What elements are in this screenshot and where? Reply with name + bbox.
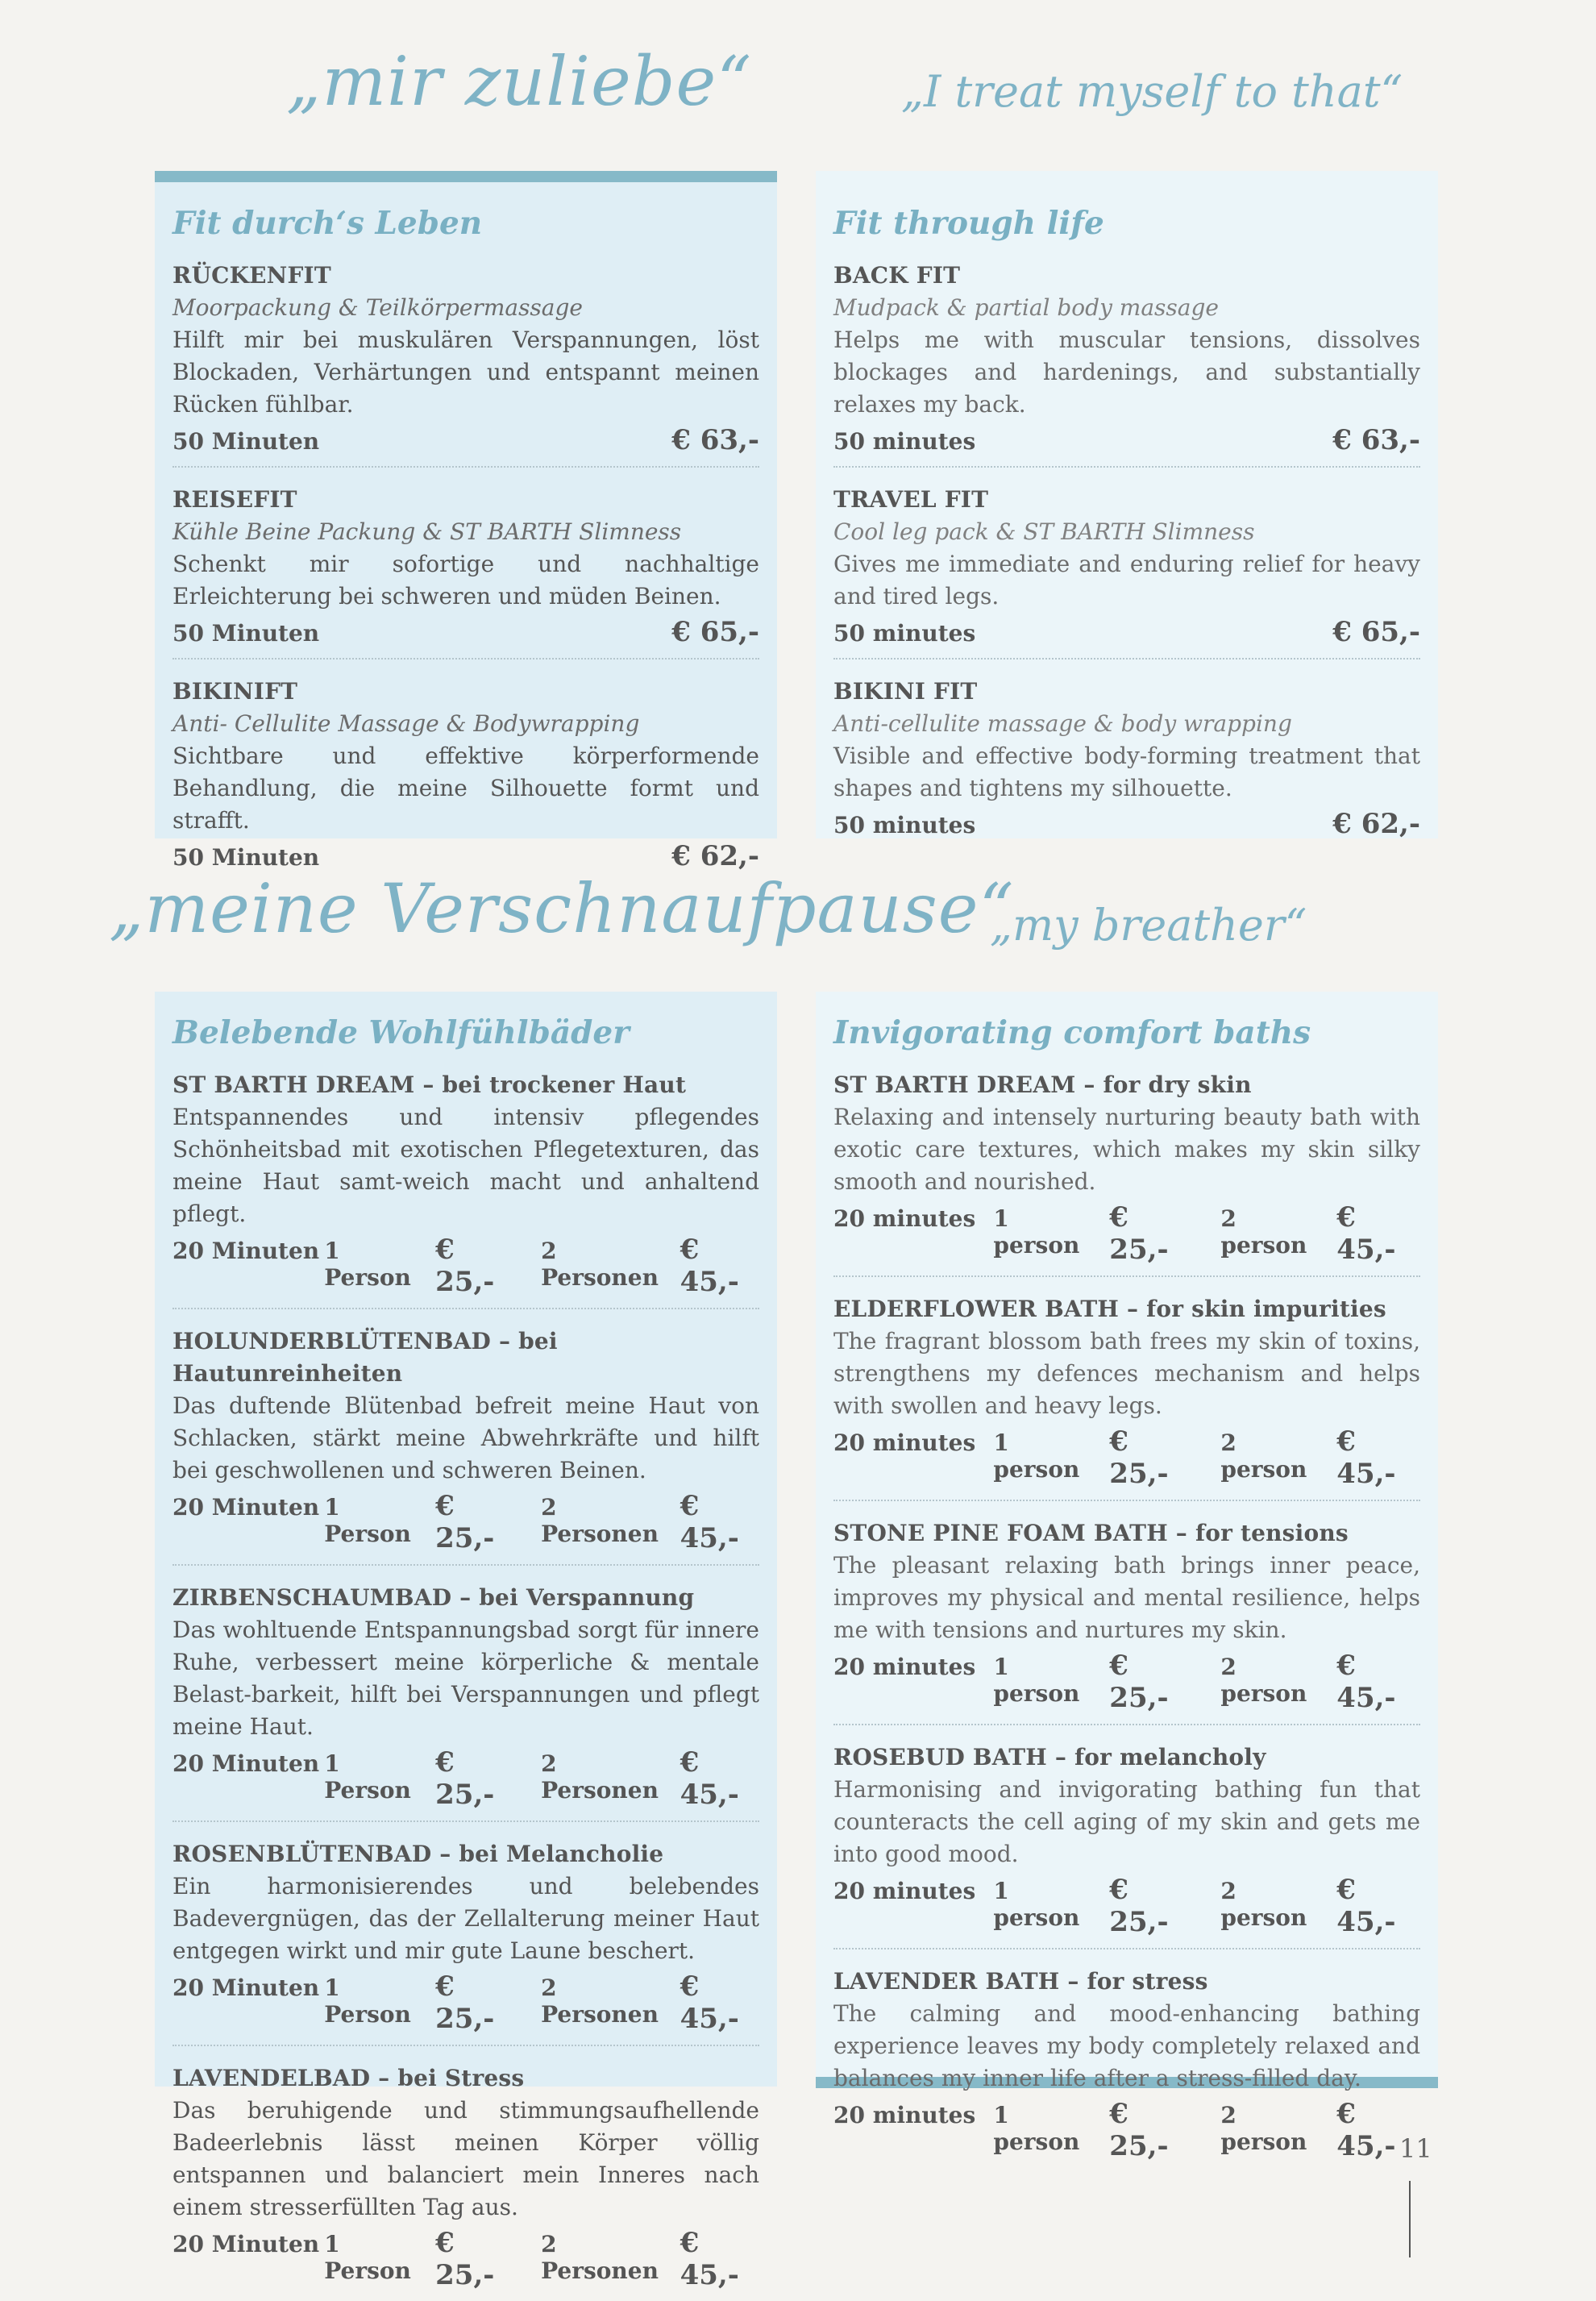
treatment-description: Hilft mir bei muskulären Verspannungen, löst Blockaden, Verhärtungen und entspannt meinen Rücken fühlbar. — [172, 327, 759, 418]
one-person-label: 1 Person — [324, 1750, 411, 1804]
list-item — [833, 1966, 1420, 2172]
list-item — [833, 484, 1420, 660]
panel-title: Invigorating comfort baths — [833, 1014, 1311, 1051]
panel-title: Fit through life — [833, 205, 1104, 242]
duration: 20 Minuten — [172, 1238, 320, 1264]
price: € 63,- — [671, 424, 759, 456]
two-person-price: € 45,- — [680, 1970, 739, 2035]
one-person-label: 1 Person — [324, 2231, 411, 2284]
duration: 50 minutes — [833, 812, 976, 838]
duration: 50 minutes — [833, 428, 976, 455]
one-person-price: € 25,- — [435, 2227, 495, 2291]
two-person-label: 2 person — [1220, 1654, 1307, 1707]
bath-description: The calming and mood-enhancing bathing experience leaves my body completely relaxed and balances my inner life after a stress-filled day. — [833, 2000, 1420, 2091]
price: € 65,- — [1332, 616, 1420, 648]
two-person-price: € 45,- — [1336, 1650, 1396, 1714]
treatment-name: TRAVEL FIT — [833, 486, 989, 513]
price: € 62,- — [1332, 808, 1420, 840]
two-person-label: 2 person — [1220, 2102, 1307, 2155]
list-item — [172, 1325, 759, 1566]
duration: 20 minutes — [833, 2102, 976, 2128]
one-person-price: € 25,- — [435, 1234, 495, 1298]
treatment-name: BIKINI FIT — [833, 678, 978, 705]
bath-description: The fragrant blossom bath frees my skin of toxins, strengthens my defences mechanism and helps with swollen and heavy legs. — [833, 1328, 1420, 1419]
one-person-label: 1 person — [993, 2102, 1080, 2155]
bath-name: STONE PINE FOAM BATH – for tensions — [833, 1520, 1349, 1546]
duration: 50 Minuten — [172, 428, 320, 455]
fit-panel-en — [816, 171, 1438, 838]
page-divider-line — [1409, 2181, 1411, 2257]
bath-description: The pleasant relaxing bath brings inner peace, improves my physical and mental resilience, helps me with tensions and nurtures my skin. — [833, 1552, 1420, 1643]
list-item — [833, 676, 1420, 850]
heading-verschnaufpause: „meine Verschnaufpause“ — [109, 869, 1015, 948]
treatment-description: Helps me with muscular tensions, dissolves blockages and hardenings, and substantially relaxes my back. — [833, 327, 1420, 418]
two-person-label: 2 person — [1220, 1205, 1307, 1259]
treatment-name: REISEFIT — [172, 486, 297, 513]
two-person-label: 2 Personen — [541, 2231, 659, 2284]
treatment-description: Schenkt mir sofortige und nachhaltige Erleichterung bei schweren und müden Beinen. — [172, 551, 759, 610]
treatment-subtitle: Moorpackung & Teilkörpermassage — [172, 294, 583, 321]
bath-description: Entspannendes und intensiv pflegendes Schönheitsbad mit exotischen Pflegetexturen, das meine Haut samt-weich macht und anhaltend pflegt. — [172, 1104, 759, 1227]
treatment-subtitle: Kühle Beine Packung & ST BARTH Slimness — [172, 518, 682, 545]
one-person-label: 1 Person — [324, 1974, 411, 2028]
heading-mir-zuliebe: „mir zuliebe“ — [286, 42, 753, 121]
one-person-label: 1 Person — [324, 1238, 411, 1291]
one-person-label: 1 Person — [324, 1494, 411, 1547]
treatment-subtitle: Cool leg pack & ST BARTH Slimness — [833, 518, 1255, 545]
one-person-label: 1 person — [993, 1429, 1080, 1483]
bath-name: ELDERFLOWER BATH – for skin impurities — [833, 1296, 1386, 1322]
price: € 62,- — [671, 840, 759, 872]
list-item — [172, 1582, 759, 1822]
list-item — [172, 2062, 759, 2301]
two-person-label: 2 person — [1220, 1878, 1307, 1931]
treatment-description: Sichtbare und effektive körperformende Behandlung, die meine Silhouette formt und strafft. — [172, 743, 759, 834]
bath-name: ST BARTH DREAM – bei trockener Haut — [172, 1071, 687, 1098]
one-person-price: € 25,- — [1109, 1425, 1169, 1490]
list-item — [833, 1741, 1420, 1949]
one-person-price: € 25,- — [435, 1746, 495, 1811]
one-person-price: € 25,- — [1109, 1201, 1169, 1266]
baths-panel-de — [155, 992, 777, 2291]
two-person-price: € 45,- — [1336, 1201, 1396, 1266]
price: € 63,- — [1332, 424, 1420, 456]
one-person-label: 1 person — [993, 1878, 1080, 1931]
treatment-description: Gives me immediate and enduring relief for heavy and tired legs. — [833, 551, 1420, 610]
list-item — [172, 1069, 759, 1309]
bath-name: HOLUNDERBLÜTENBAD – bei Hautunreinheiten — [172, 1328, 558, 1387]
two-person-label: 2 Personen — [541, 1750, 659, 1804]
duration: 20 minutes — [833, 1429, 976, 1456]
two-person-price: € 45,- — [680, 1234, 739, 1298]
bath-description: Das duftende Blütenbad befreit meine Haut von Schlacken, stärkt meine Abwehrkräfte und hilft bei geschwollenen und schweren Beinen. — [172, 1392, 759, 1483]
one-person-price: € 25,- — [1109, 1650, 1169, 1714]
two-person-label: 2 Personen — [541, 1238, 659, 1291]
bath-name: ST BARTH DREAM – for dry skin — [833, 1071, 1252, 1098]
treatment-subtitle: Anti- Cellulite Massage & Bodywrapping — [172, 710, 640, 737]
two-person-label: 2 person — [1220, 1429, 1307, 1483]
treatment-name: BACK FIT — [833, 262, 961, 289]
price: € 65,- — [671, 616, 759, 648]
duration: 20 minutes — [833, 1205, 976, 1232]
list-item — [833, 1517, 1420, 1725]
two-person-price: € 45,- — [680, 2227, 739, 2291]
bath-description: Harmonising and invigorating bathing fun that counteracts the cell aging of my skin and gets me into good mood. — [833, 1776, 1420, 1867]
duration: 50 Minuten — [172, 844, 320, 871]
one-person-label: 1 person — [993, 1205, 1080, 1259]
bath-name: ZIRBENSCHAUMBAD – bei Verspannung — [172, 1584, 695, 1611]
duration: 20 Minuten — [172, 1974, 320, 2001]
bath-name: ROSEBUD BATH – for melancholy — [833, 1744, 1266, 1770]
treatment-subtitle: Mudpack & partial body massage — [833, 294, 1219, 321]
fit-panel-de — [155, 171, 777, 872]
list-item — [172, 484, 759, 660]
treatment-name: BIKINIFT — [172, 678, 298, 705]
duration: 20 Minuten — [172, 2231, 320, 2257]
two-person-label: 2 Personen — [541, 1974, 659, 2028]
duration: 50 minutes — [833, 620, 976, 647]
list-item — [833, 260, 1420, 468]
one-person-price: € 25,- — [435, 1490, 495, 1554]
heading-treat-myself: „I treat myself to that“ — [901, 66, 1403, 117]
heading-my-breather: „my breather“ — [990, 900, 1307, 951]
page-number: 11 — [1399, 2133, 1432, 2164]
list-item — [172, 676, 759, 882]
panel-title: Belebende Wohlfühlbäder — [172, 1014, 630, 1051]
treatment-subtitle: Anti-cellulite massage & body wrapping — [833, 710, 1292, 737]
bath-description: Das beruhigende und stimmungsaufhellende Badeerlebnis lässt meinen Körper völlig entspannen und balanciert mein Inneres nach einem stresserfüllten Tag aus. — [172, 2097, 759, 2220]
one-person-price: € 25,- — [435, 1970, 495, 2035]
list-item — [172, 1838, 759, 2046]
duration: 20 minutes — [833, 1654, 976, 1680]
bath-description: Das wohltuende Entspannungsbad sorgt für innere Ruhe, verbessert meine körperliche & mentale Belast-barkeit, hilft bei Verspannungen und pflegt meine Haut. — [172, 1617, 759, 1740]
bath-description: Relaxing and intensely nurturing beauty bath with exotic care textures, which makes my skin silky smooth and nourished. — [833, 1104, 1420, 1195]
duration: 20 minutes — [833, 1878, 976, 1904]
two-person-price: € 45,- — [1336, 1874, 1396, 1938]
bath-name: LAVENDELBAD – bei Stress — [172, 2065, 525, 2091]
two-person-price: € 45,- — [680, 1490, 739, 1554]
two-person-price: € 45,- — [1336, 1425, 1396, 1490]
bath-description: Ein harmonisierendes und belebendes Badevergnügen, das der Zellalterung meiner Haut entgegen wirkt und mir gute Laune beschert. — [172, 1873, 759, 1964]
two-person-price: € 45,- — [1336, 2098, 1396, 2162]
list-item — [172, 260, 759, 468]
two-person-price: € 45,- — [680, 1746, 739, 1811]
bath-name: LAVENDER BATH – for stress — [833, 1968, 1208, 1995]
treatment-description: Visible and effective body-forming treatment that shapes and tightens my silhouette. — [833, 743, 1420, 801]
one-person-label: 1 person — [993, 1654, 1080, 1707]
one-person-price: € 25,- — [1109, 1874, 1169, 1938]
bath-name: ROSENBLÜTENBAD – bei Melancholie — [172, 1841, 664, 1867]
duration: 50 Minuten — [172, 620, 320, 647]
two-person-label: 2 Personen — [541, 1494, 659, 1547]
panel-title: Fit durch‘s Leben — [172, 205, 483, 242]
treatment-name: RÜCKENFIT — [172, 262, 331, 289]
duration: 20 Minuten — [172, 1494, 320, 1521]
list-item — [833, 1069, 1420, 1277]
list-item — [833, 1293, 1420, 1501]
one-person-price: € 25,- — [1109, 2098, 1169, 2162]
duration: 20 Minuten — [172, 1750, 320, 1777]
